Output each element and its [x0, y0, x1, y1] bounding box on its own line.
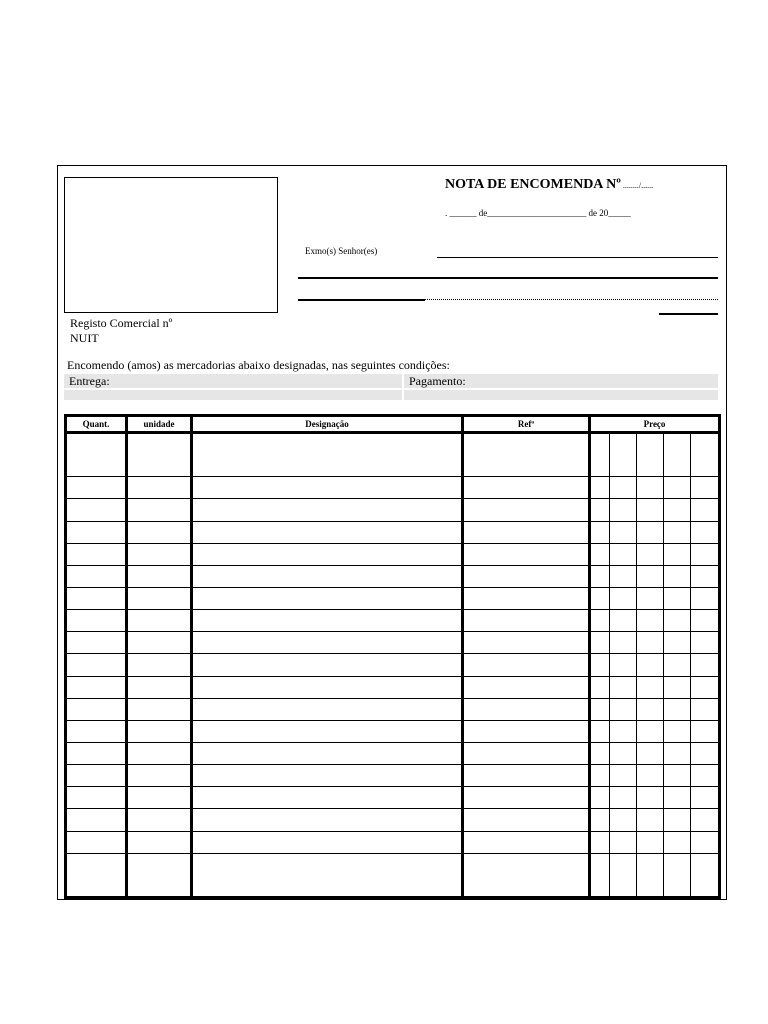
delivery-field[interactable] — [64, 374, 402, 388]
cell-quantidade[interactable] — [66, 720, 127, 742]
cell-preco-1[interactable] — [590, 831, 610, 853]
cell-preco-1[interactable] — [590, 587, 610, 609]
cell-quantidade[interactable] — [66, 698, 127, 720]
cell-quantidade[interactable] — [66, 676, 127, 698]
cell-quantidade[interactable] — [66, 610, 127, 632]
cell-designacao[interactable] — [192, 698, 463, 720]
cell-preco-5[interactable] — [691, 698, 720, 720]
cell-referencia[interactable] — [463, 632, 590, 654]
items-table — [64, 414, 721, 899]
cell-quantidade[interactable] — [66, 831, 127, 853]
cell-quantidade[interactable] — [66, 809, 127, 831]
cell-unidade[interactable] — [127, 742, 192, 764]
table-row — [66, 433, 720, 477]
cell-unidade[interactable] — [127, 610, 192, 632]
table-row — [66, 610, 720, 632]
cell-preco-3[interactable] — [637, 433, 664, 477]
cell-referencia[interactable] — [463, 543, 590, 565]
conditions-extra-left[interactable] — [64, 390, 402, 400]
cell-designacao[interactable] — [192, 499, 463, 521]
cell-referencia[interactable] — [463, 654, 590, 676]
cell-preco-3[interactable] — [637, 587, 664, 609]
cell-preco-1[interactable] — [590, 610, 610, 632]
cell-unidade[interactable] — [127, 587, 192, 609]
cell-preco-4[interactable] — [664, 654, 691, 676]
cell-preco-5[interactable] — [691, 433, 720, 477]
registo-comercial-label: Registo Comercial nº — [70, 316, 173, 330]
cell-preco-3[interactable] — [637, 809, 664, 831]
cell-designacao[interactable] — [192, 654, 463, 676]
cell-preco-5[interactable] — [691, 853, 720, 897]
cell-preco-4[interactable] — [664, 587, 691, 609]
recipient-line-3[interactable] — [298, 299, 425, 301]
cell-referencia[interactable] — [463, 565, 590, 587]
cell-preco-1[interactable] — [590, 676, 610, 698]
order-number-field[interactable]: ......../...... — [622, 181, 654, 190]
cell-preco-5[interactable] — [691, 654, 720, 676]
cell-designacao[interactable] — [192, 853, 463, 897]
cell-preco-5[interactable] — [691, 831, 720, 853]
cell-quantidade[interactable] — [66, 543, 127, 565]
cell-preco-5[interactable] — [691, 587, 720, 609]
cell-preco-1[interactable] — [590, 809, 610, 831]
payment-label: Pagamento: — [409, 374, 466, 388]
cell-preco-5[interactable] — [691, 521, 720, 543]
cell-preco-2[interactable] — [610, 433, 637, 477]
cell-preco-4[interactable] — [664, 477, 691, 499]
cell-unidade[interactable] — [127, 543, 192, 565]
logo-placeholder-box — [64, 177, 278, 313]
cell-quantidade[interactable] — [66, 477, 127, 499]
table-row — [66, 632, 720, 654]
cell-preco-1[interactable] — [590, 654, 610, 676]
cell-preco-1[interactable] — [590, 632, 610, 654]
cell-preco-3[interactable] — [637, 853, 664, 897]
cell-preco-4[interactable] — [664, 543, 691, 565]
title-text: NOTA DE ENCOMENDA Nº — [445, 177, 621, 192]
cell-referencia[interactable] — [463, 742, 590, 764]
cell-preco-2[interactable] — [610, 676, 637, 698]
cell-quantidade[interactable] — [66, 587, 127, 609]
cell-preco-5[interactable] — [691, 720, 720, 742]
company-info — [70, 316, 172, 346]
col-header-preco: Preço — [590, 416, 720, 433]
cell-preco-3[interactable] — [637, 654, 664, 676]
cell-designacao[interactable] — [192, 565, 463, 587]
recipient-line-3-dotted[interactable] — [425, 299, 718, 300]
cell-preco-2[interactable] — [610, 853, 637, 897]
table-row — [66, 499, 720, 521]
cell-preco-4[interactable] — [664, 787, 691, 809]
table-row — [66, 720, 720, 742]
table-header-row — [66, 416, 720, 433]
cell-designacao[interactable] — [192, 587, 463, 609]
cell-preco-5[interactable] — [691, 565, 720, 587]
cell-preco-5[interactable] — [691, 610, 720, 632]
cell-preco-2[interactable] — [610, 543, 637, 565]
col-header-quantidade: Quant. — [66, 416, 127, 433]
cell-unidade[interactable] — [127, 765, 192, 787]
cell-designacao[interactable] — [192, 543, 463, 565]
cell-unidade[interactable] — [127, 676, 192, 698]
cell-preco-1[interactable] — [590, 742, 610, 764]
cell-unidade[interactable] — [127, 809, 192, 831]
cell-designacao[interactable] — [192, 742, 463, 764]
cell-referencia[interactable] — [463, 499, 590, 521]
cell-preco-3[interactable] — [637, 742, 664, 764]
table-row — [66, 742, 720, 764]
cell-designacao[interactable] — [192, 720, 463, 742]
table-row — [66, 787, 720, 809]
cell-referencia[interactable] — [463, 676, 590, 698]
cell-quantidade[interactable] — [66, 787, 127, 809]
cell-unidade[interactable] — [127, 831, 192, 853]
cell-preco-4[interactable] — [664, 521, 691, 543]
cell-quantidade[interactable] — [66, 521, 127, 543]
cell-preco-2[interactable] — [610, 521, 637, 543]
cell-referencia[interactable] — [463, 720, 590, 742]
cell-quantidade[interactable] — [66, 565, 127, 587]
cell-preco-4[interactable] — [664, 565, 691, 587]
cell-preco-3[interactable] — [637, 765, 664, 787]
table-row — [66, 809, 720, 831]
cell-preco-4[interactable] — [664, 831, 691, 853]
cell-unidade[interactable] — [127, 632, 192, 654]
cell-preco-4[interactable] — [664, 809, 691, 831]
table-row — [66, 521, 720, 543]
cell-quantidade[interactable] — [66, 742, 127, 764]
cell-designacao[interactable] — [192, 433, 463, 477]
cell-preco-1[interactable] — [590, 543, 610, 565]
cell-preco-4[interactable] — [664, 853, 691, 897]
cell-preco-2[interactable] — [610, 787, 637, 809]
cell-preco-2[interactable] — [610, 565, 637, 587]
cell-preco-5[interactable] — [691, 742, 720, 764]
cell-preco-1[interactable] — [590, 433, 610, 477]
cell-preco-4[interactable] — [664, 433, 691, 477]
cell-preco-3[interactable] — [637, 720, 664, 742]
table-row — [66, 587, 720, 609]
cell-preco-3[interactable] — [637, 499, 664, 521]
cell-preco-2[interactable] — [610, 654, 637, 676]
cell-referencia[interactable] — [463, 853, 590, 897]
recipient-line-1[interactable] — [437, 257, 718, 258]
cell-quantidade[interactable] — [66, 853, 127, 897]
cell-preco-1[interactable] — [590, 853, 610, 897]
col-header-designacao: Designação — [192, 416, 463, 433]
cell-preco-1[interactable] — [590, 765, 610, 787]
cell-quantidade[interactable] — [66, 632, 127, 654]
cell-unidade[interactable] — [127, 521, 192, 543]
cell-referencia[interactable] — [463, 765, 590, 787]
cell-preco-3[interactable] — [637, 543, 664, 565]
cell-preco-3[interactable] — [637, 632, 664, 654]
cell-referencia[interactable] — [463, 809, 590, 831]
cell-unidade[interactable] — [127, 720, 192, 742]
cell-unidade[interactable] — [127, 477, 192, 499]
cell-designacao[interactable] — [192, 610, 463, 632]
cell-preco-5[interactable] — [691, 809, 720, 831]
cell-designacao[interactable] — [192, 787, 463, 809]
cell-preco-2[interactable] — [610, 499, 637, 521]
cell-preco-5[interactable] — [691, 676, 720, 698]
cell-preco-2[interactable] — [610, 477, 637, 499]
cell-referencia[interactable] — [463, 477, 590, 499]
cell-preco-1[interactable] — [590, 565, 610, 587]
table-row — [66, 477, 720, 499]
cell-preco-4[interactable] — [664, 742, 691, 764]
cell-preco-4[interactable] — [664, 698, 691, 720]
cell-preco-4[interactable] — [664, 676, 691, 698]
cell-quantidade[interactable] — [66, 765, 127, 787]
cell-preco-3[interactable] — [637, 787, 664, 809]
cell-unidade[interactable] — [127, 853, 192, 897]
cell-designacao[interactable] — [192, 477, 463, 499]
cell-quantidade[interactable] — [66, 433, 127, 477]
cell-preco-3[interactable] — [637, 610, 664, 632]
cell-preco-2[interactable] — [610, 698, 637, 720]
cell-preco-4[interactable] — [664, 610, 691, 632]
table-row — [66, 565, 720, 587]
cell-preco-2[interactable] — [610, 587, 637, 609]
cell-unidade[interactable] — [127, 654, 192, 676]
cell-preco-4[interactable] — [664, 720, 691, 742]
cell-preco-2[interactable] — [610, 632, 637, 654]
table-row — [66, 676, 720, 698]
recipient-label: Exmo(s) Senhor(es) — [305, 246, 378, 256]
cell-referencia[interactable] — [463, 521, 590, 543]
cell-designacao[interactable] — [192, 809, 463, 831]
cell-preco-2[interactable] — [610, 610, 637, 632]
table-row — [66, 831, 720, 853]
cell-unidade[interactable] — [127, 499, 192, 521]
table-row — [66, 765, 720, 787]
cell-unidade[interactable] — [127, 787, 192, 809]
table-row — [66, 853, 720, 897]
cell-unidade[interactable] — [127, 698, 192, 720]
nuit-label: NUIT — [70, 331, 99, 345]
cell-designacao[interactable] — [192, 676, 463, 698]
cell-preco-1[interactable] — [590, 477, 610, 499]
cell-preco-2[interactable] — [610, 720, 637, 742]
cell-preco-4[interactable] — [664, 499, 691, 521]
cell-preco-5[interactable] — [691, 765, 720, 787]
cell-designacao[interactable] — [192, 521, 463, 543]
conditions-extra-right[interactable] — [404, 390, 718, 400]
cell-designacao[interactable] — [192, 765, 463, 787]
document-title — [445, 177, 653, 193]
table-row — [66, 654, 720, 676]
cell-designacao[interactable] — [192, 632, 463, 654]
cell-preco-5[interactable] — [691, 499, 720, 521]
cell-preco-2[interactable] — [610, 831, 637, 853]
cell-referencia[interactable] — [463, 698, 590, 720]
cell-preco-2[interactable] — [610, 742, 637, 764]
cell-preco-3[interactable] — [637, 521, 664, 543]
table-row — [66, 698, 720, 720]
cell-referencia[interactable] — [463, 787, 590, 809]
date-line[interactable]: . ______ de______________________ de 20_____ — [445, 208, 631, 218]
cell-preco-3[interactable] — [637, 831, 664, 853]
cell-referencia[interactable] — [463, 587, 590, 609]
col-header-referencia: Refª — [463, 416, 590, 433]
cell-preco-1[interactable] — [590, 720, 610, 742]
cell-unidade[interactable] — [127, 565, 192, 587]
cell-preco-1[interactable] — [590, 698, 610, 720]
recipient-line-2[interactable] — [298, 277, 718, 279]
cell-quantidade[interactable] — [66, 654, 127, 676]
cell-referencia[interactable] — [463, 610, 590, 632]
cell-quantidade[interactable] — [66, 499, 127, 521]
cell-preco-3[interactable] — [637, 676, 664, 698]
cell-preco-2[interactable] — [610, 765, 637, 787]
delivery-label: Entrega: — [69, 374, 110, 388]
cell-preco-3[interactable] — [637, 565, 664, 587]
cell-referencia[interactable] — [463, 433, 590, 477]
cell-preco-2[interactable] — [610, 809, 637, 831]
recipient-line-4[interactable] — [659, 313, 718, 315]
cell-preco-3[interactable] — [637, 477, 664, 499]
cell-referencia[interactable] — [463, 831, 590, 853]
cell-preco-5[interactable] — [691, 787, 720, 809]
cell-preco-1[interactable] — [590, 787, 610, 809]
cell-preco-5[interactable] — [691, 543, 720, 565]
cell-preco-1[interactable] — [590, 521, 610, 543]
table-row — [66, 543, 720, 565]
cell-preco-3[interactable] — [637, 698, 664, 720]
cell-preco-1[interactable] — [590, 499, 610, 521]
cell-preco-5[interactable] — [691, 477, 720, 499]
cell-designacao[interactable] — [192, 831, 463, 853]
cell-preco-4[interactable] — [664, 765, 691, 787]
col-header-unidade: unidade — [127, 416, 192, 433]
cell-preco-5[interactable] — [691, 632, 720, 654]
cell-unidade[interactable] — [127, 433, 192, 477]
cell-preco-4[interactable] — [664, 632, 691, 654]
conditions-intro: Encomendo (amos) as mercadorias abaixo designadas, nas seguintes condições: — [67, 358, 450, 372]
